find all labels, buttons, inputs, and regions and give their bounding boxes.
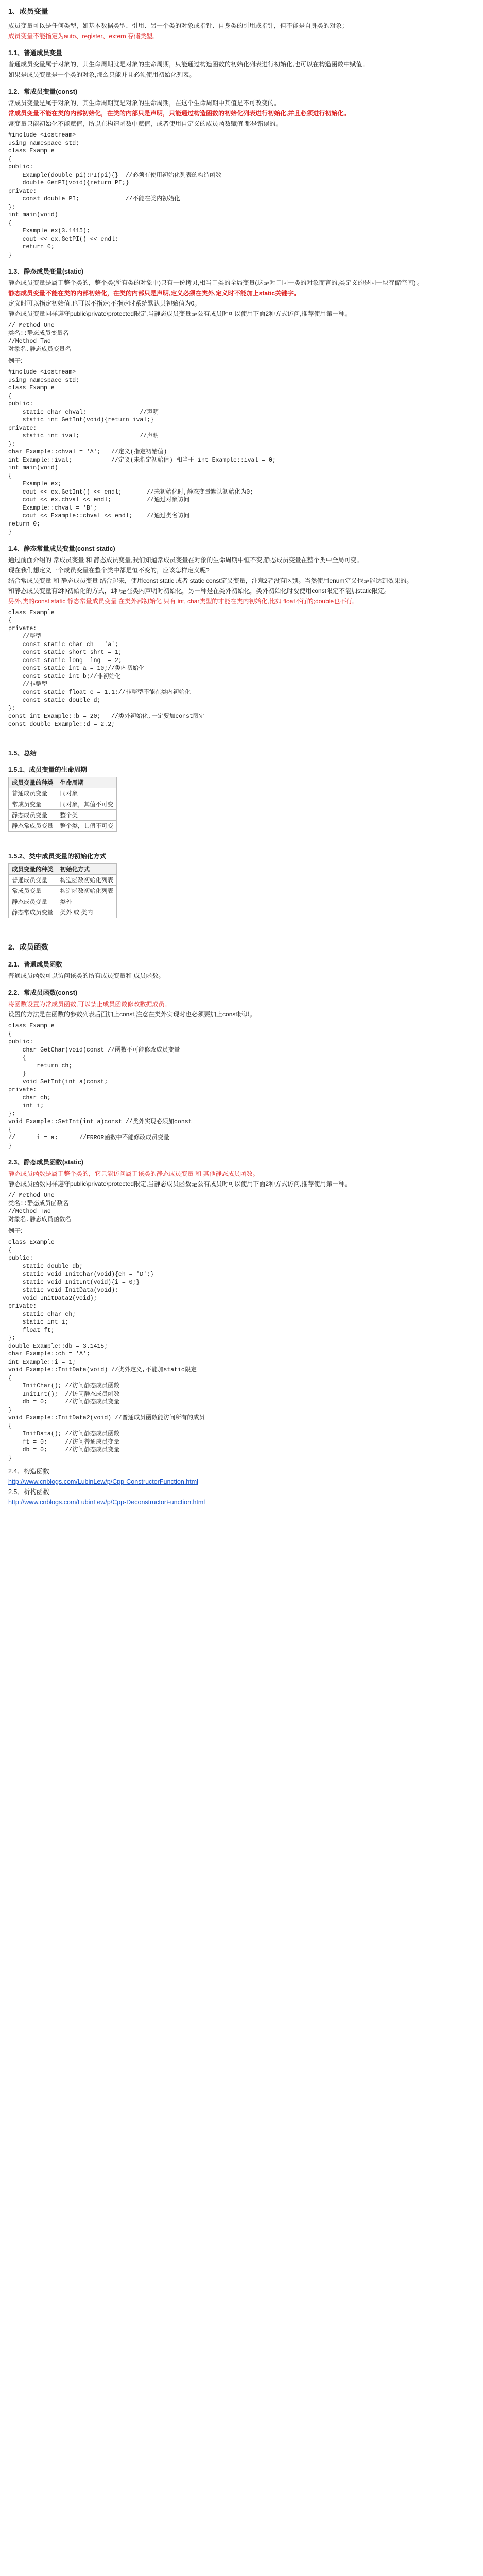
subsection-title: 1.5.2、类中成员变量的初始化方式 (8, 853, 107, 860)
paragraph: 设置的方法是在函数的参数列表后面加上const,注意在类外实现时也必须要加上const标识。 (8, 1011, 256, 1018)
table-row (9, 788, 117, 799)
table-cell: 常成员变量 (9, 886, 57, 896)
table-cell: 同对象，其值不可变 (57, 799, 117, 810)
table-row (9, 810, 117, 821)
initialization-table (8, 863, 117, 918)
section-title-member-functions: 2、成员函数 (8, 943, 48, 951)
code-block: #include <iostream> using namespace std; class Example { public: Example(double pi):PI(pi){} //必须有使用初始化列表的构造函数 double GetPI(void){return PI;} private: const double PI; //不能在类内初始化 }; int main(void) { Example ex(3.1415); cout << ex.GetPI() << endl; return 0; } (8, 132, 222, 259)
constructor-link[interactable]: http://www.cnblogs.com/LubinLew/p/Cpp-ConstructorFunction.html (8, 1478, 198, 1485)
table-cell: 普通成员变量 (9, 875, 57, 886)
subsection-title: 2.1、普通成员函数 (8, 961, 62, 968)
paragraph-highlight: 静态成员变量不能在类的内部初始化，在类的内部只是声明,定义必须在类外,定义时不能加上static关键字。 (8, 290, 300, 297)
table-cell: 静态常成员变量 (9, 907, 57, 918)
table-row (9, 886, 117, 896)
paragraph: 和静态成员变量有2种初始化的方式，1种是在类内声明时初始化，另一种是在类外初始化，类外初始化时要使用const限定不能加static限定。 (8, 587, 391, 595)
paragraph: 例子: (8, 1227, 23, 1234)
paragraph: 常变量只能初始化不能赋值，所以在构造函数中赋值，或者使用自定义的成员函数赋值 都是错误的。 (8, 120, 282, 127)
paragraph: 静态成员变量是属于整个类的，整个类(所有类的对象中)只有一份拷贝,相当于类的全局变量(这是对于同一类的对象而言的,类定义的是同一块存储空间) 。 (8, 279, 423, 286)
table-row (9, 875, 117, 886)
destructor-link[interactable]: http://www.cnblogs.com/LubinLew/p/Cpp-DeconstructorFunction.html (8, 1499, 205, 1506)
subsection-title: 2.3、静态成员函数(static) (8, 1159, 83, 1166)
code-block: class Example { public: static double db; static void InitChar(void){ch = 'D';} static void InitInt(void){i = 0;} static void InitData(void); void InitData2(void); private: static char ch; static int i; float ft; }; double Example::db = 3.1415; char Example::ch = 'A'; int Example::i = 1; void Example::InitData(void) //类外定义,不能加static限定 { InitChar(); //访问静态成员函数 InitInt(); //访问静态成员函数 db = 0; //访问静态成员变量 } void Example::InitData2(void) //普通成员函数能访问所有的成员 { InitData(); //访问静态成员函数 ft = 0; //访问普通成员变量 db = 0; //访问静态成员变量 } (8, 1239, 205, 1462)
table-header: 初始化方式 (57, 864, 117, 875)
subsection-title: 1.2、常成员变量(const) (8, 88, 78, 95)
toc-item: 2.5、析构函数 (8, 1488, 49, 1496)
paragraph: 成员变量可以是任何类型，如基本数据类型、引用、另一个类的对象或指针、自身类的引用或指针，但不能是自身类的对象； (8, 22, 349, 29)
table-cell: 类外 (57, 896, 117, 907)
table-cell: 构造函数初始化列表 (57, 875, 117, 886)
paragraph-highlight: 常成员变量不能在类的内部初始化，在类的内部只是声明，只能通过构造函数的初始化列表进行初始化,并且必须进行初始化。 (8, 110, 350, 117)
paragraph-highlight: 成员变量不能指定为auto、register、extern 存储类型。 (8, 32, 159, 40)
table-cell: 类外 或 类内 (57, 907, 117, 918)
paragraph: 静态成员函数同样遵守public\private\protected限定,当静态成员函数是公有成员时可以使用下面2种方式访问,推荐使用第一种。 (8, 1180, 351, 1188)
subsection-title: 1.5、总结 (8, 750, 37, 757)
table-cell: 构造函数初始化列表 (57, 886, 117, 896)
code-block: #include <iostream> using namespace std; class Example { public: static char chval; //声明 static int GetInt(void){return ival;} private: static int ival; //声明 }; char Example::chval = 'A'; //定义(指定初始值) int Example::ival; //定义(未指定初始值) 相当于 int Example::ival = 0; int main(void) { Example ex; cout << ex.GetInt() << endl; //未初始化时,静态变量默认初始化为0; cout << ex.chval << endl; //通过对象访问 Example::chval = 'B'; cout << Example::chval << endl; //通过类名访问 return 0; } (8, 369, 276, 535)
paragraph: 常成员变量是属于对象的，其生命周期就是对象的生命周期，在这个生命周期中其值是不可改变的。 (8, 99, 281, 107)
table-row (9, 907, 117, 918)
table-cell: 整个类 (57, 810, 117, 821)
table-cell: 整个类，其值不可变 (57, 821, 117, 832)
code-block: class Example { public: char GetChar(void)const //函数不可能修改成员变量 { return ch; } void SetInt(int a)const; private: char ch; int i; }; void Example::SetInt(int a)const //类外实现必须加const { // i = a; //ERROR函数中不能修改成员变量 } (8, 1023, 192, 1149)
paragraph: 如果是成员变量是一个类的对象,那么只能并且必须使用初始化列表。 (8, 71, 196, 78)
subsection-title: 1.1、普通成员变量 (8, 49, 62, 57)
code-block: // Method One 类名::静态成员函数名 //Method Two 对象名.静态成员函数名 (8, 1192, 71, 1223)
table-header: 成员变量的种类 (9, 864, 57, 875)
table-header: 生命周期 (57, 777, 117, 788)
code-block: // Method One 类名::静态成员变量名 //Method Two 对象名.静态成员变量名 (8, 322, 71, 353)
paragraph-highlight: 将函数设置为常成员函数,可以禁止成员函数修改数据成员。 (8, 1001, 171, 1008)
paragraph-highlight: 另外,类的const static 静态常量成员变量 在类外部初始化 只有 int, char类型的才能在类内初始化,比如 float不行的;double也不行。 (8, 597, 359, 605)
subsection-title: 1.3、静态成员变量(static) (8, 268, 83, 275)
subsection-title: 1.4、静态常量成员变量(const static) (8, 545, 115, 552)
table-cell: 静态常成员变量 (9, 821, 57, 832)
table-row (9, 896, 117, 907)
paragraph: 普通成员变量属于对象的，其生命周期就是对象的生命周期，只能通过构造函数的初始化列表进行初始化,也可以在构造函数中赋值。 (8, 61, 369, 68)
subsection-title: 1.5.1、成员变量的生命周期 (8, 766, 87, 773)
toc-item: 2.4、构造函数 (8, 1468, 49, 1475)
paragraph: 普通成员函数可以访问该类的所有成员变量和 成员函数。 (8, 972, 165, 979)
table-cell: 静态成员变量 (9, 896, 57, 907)
table-header: 成员变量的种类 (9, 777, 57, 788)
table-cell: 同对象 (57, 788, 117, 799)
table-cell: 静态成员变量 (9, 810, 57, 821)
paragraph: 通过前面介绍的 常成员变量 和 静态成员变量,我们知道常成员变量在对象的生命周期中恒不变,静态成员变量在整个类中全局可变。 (8, 556, 363, 564)
paragraph: 现在我们想定义一个成员变量在整个类中都是恒不变的，应该怎样定义呢? (8, 566, 210, 574)
subsection-title: 2.2、常成员函数(const) (8, 989, 78, 996)
paragraph-highlight: 静态成员函数是属于整个类的，它只能访问属于该类的静态成员变量 和 其他静态成员函数。 (8, 1170, 259, 1177)
table-cell: 常成员变量 (9, 799, 57, 810)
table-cell: 普通成员变量 (9, 788, 57, 799)
paragraph: 定义时可以指定初始值,也可以不指定;不指定时系统默认其初始值为0。 (8, 300, 201, 307)
paragraph: 结合常成员变量 和 静态成员变量 结合起来，使用const static 或者 static const定义变量，注意2者没有区别。当然使用enum定义也是能达到效果的。 (8, 577, 413, 584)
code-block: class Example { private: //整型 const static char ch = 'a'; const static short shrt = 1; const static long lng = 2; const static int a = 10;//类内初始化 const static int b;//非初始化 //非整型 const static float c = 1.1;//非整型不能在类内初始化 const static double d; }; const int Example::b = 20; //类外初始化,一定要加const限定 const double Example::d = 2.2; (8, 609, 205, 728)
lifecycle-table (8, 777, 117, 832)
further-reading (8, 1467, 475, 1507)
paragraph: 例子: (8, 357, 23, 364)
paragraph: 静态成员变量同样遵守public\private\protected限定,当静态成员变量是公有成员时可以使用下面2种方式访问,推荐使用第一种。 (8, 310, 351, 317)
table-row (9, 799, 117, 810)
section-title-member-variables: 1、成员变量 (8, 7, 48, 15)
table-row (9, 821, 117, 832)
